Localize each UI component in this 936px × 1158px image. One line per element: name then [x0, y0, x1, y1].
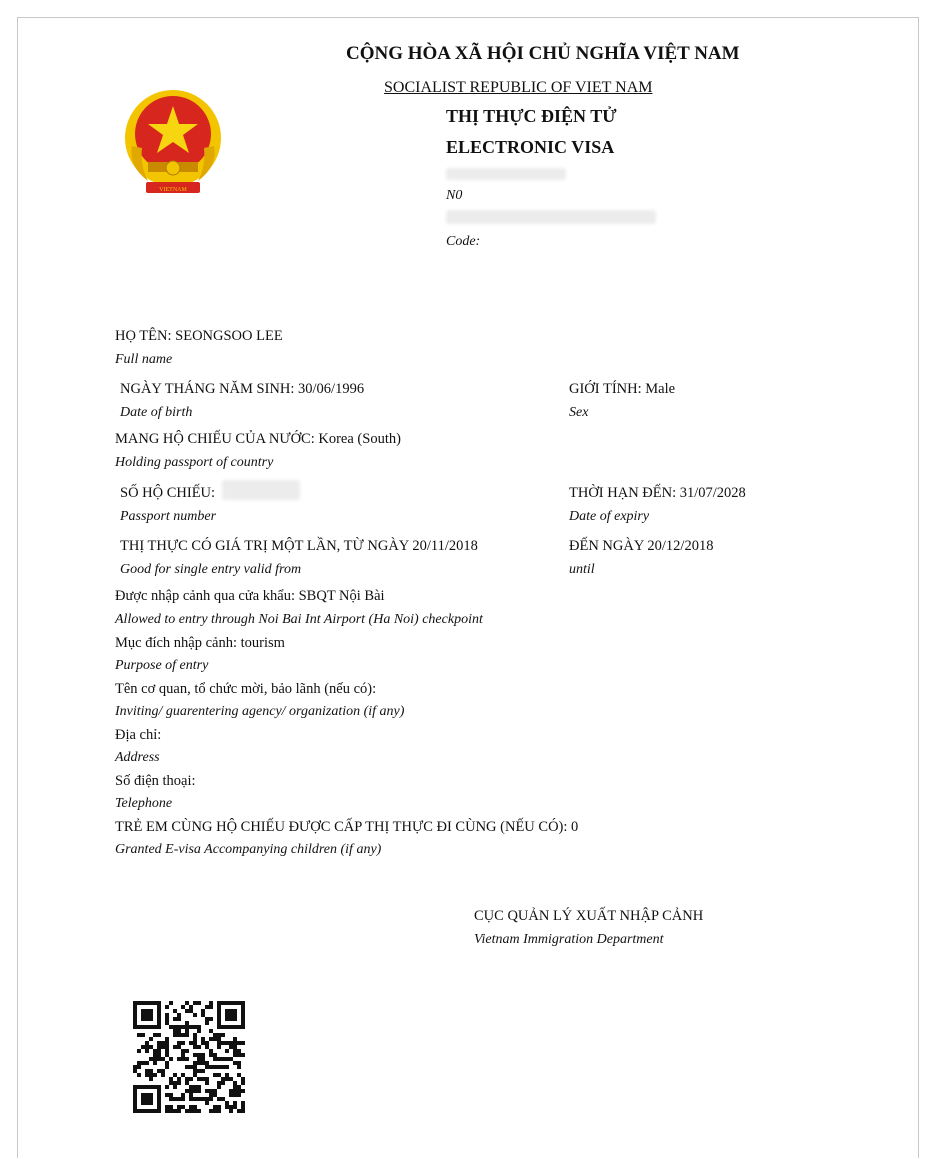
dob-vn: NGÀY THÁNG NĂM SINH: 30/06/1996	[120, 381, 365, 397]
sex-vn: GIỚI TÍNH: Male	[569, 381, 676, 397]
visa-code-label: Code:	[446, 234, 481, 249]
valid-until-en: until	[569, 562, 595, 577]
entry-checkpoint-vn: Được nhập cảnh qua cửa khẩu: SBQT Nội Bài	[115, 588, 385, 604]
visa-code-redacted	[446, 210, 656, 224]
children-vn: TRẺ EM CÙNG HỘ CHIẾU ĐƯỢC CẤP THỊ THỰC ĐI CÙNG (NẾU CÓ): 0	[115, 819, 579, 835]
qr-code-icon	[133, 1001, 245, 1113]
national-emblem-icon	[118, 86, 228, 196]
expiry-vn: THỜI HẠN ĐẾN: 31/07/2028	[569, 485, 746, 501]
valid-from-en: Good for single entry valid from	[120, 562, 302, 577]
visa-document	[17, 17, 919, 1158]
department-vn: CỤC QUẢN LÝ XUẤT NHẬP CẢNH	[474, 908, 704, 924]
visa-title-en: ELECTRONIC VISA	[446, 137, 615, 157]
country-name-vn: CỘNG HÒA XÃ HỘI CHỦ NGHĨA VIỆT NAM	[346, 43, 740, 64]
agency-vn: Tên cơ quan, tổ chức mời, bảo lãnh (nếu có):	[115, 681, 377, 697]
expiry-en: Date of expiry	[569, 509, 650, 524]
dob-en: Date of birth	[120, 405, 193, 420]
passport-number-en: Passport number	[120, 509, 217, 524]
purpose-vn: Mục đích nhập cảnh: tourism	[115, 635, 285, 651]
entry-checkpoint-en: Allowed to entry through Noi Bai Int Airport (Ha Noi) checkpoint	[115, 612, 483, 627]
phone-vn: Số điện thoại:	[115, 773, 196, 789]
visa-title-vn: THỊ THỰC ĐIỆN TỬ	[446, 106, 617, 126]
valid-from-vn: THỊ THỰC CÓ GIÁ TRỊ MỘT LẦN, TỪ NGÀY 20/11/2018	[120, 538, 478, 554]
visa-number-redacted	[446, 168, 566, 180]
full-name-en: Full name	[115, 352, 173, 367]
passport-country-en: Holding passport of country	[115, 455, 274, 470]
visa-number-label: N0	[446, 188, 463, 203]
address-en: Address	[115, 750, 160, 765]
department-en: Vietnam Immigration Department	[474, 932, 664, 947]
phone-en: Telephone	[115, 796, 173, 811]
full-name-vn: HỌ TÊN: SEONGSOO LEE	[115, 328, 283, 344]
children-en: Granted E-visa Accompanying children (if any)	[115, 842, 382, 857]
agency-en: Inviting/ guarentering agency/ organization (if any)	[115, 704, 405, 719]
passport-number-redacted	[222, 480, 300, 500]
address-vn: Địa chỉ:	[115, 727, 162, 743]
svg-text:VIETNAM: VIETNAM	[159, 187, 187, 193]
country-name-en: SOCIALIST REPUBLIC OF VIET NAM	[384, 79, 653, 96]
passport-number-vn: SỐ HỘ CHIẾU:	[120, 485, 216, 501]
purpose-en: Purpose of entry	[115, 658, 209, 673]
passport-country-vn: MANG HỘ CHIẾU CỦA NƯỚC: Korea (South)	[115, 431, 401, 447]
valid-until-vn: ĐẾN NGÀY 20/12/2018	[569, 538, 714, 554]
sex-en: Sex	[569, 405, 589, 420]
